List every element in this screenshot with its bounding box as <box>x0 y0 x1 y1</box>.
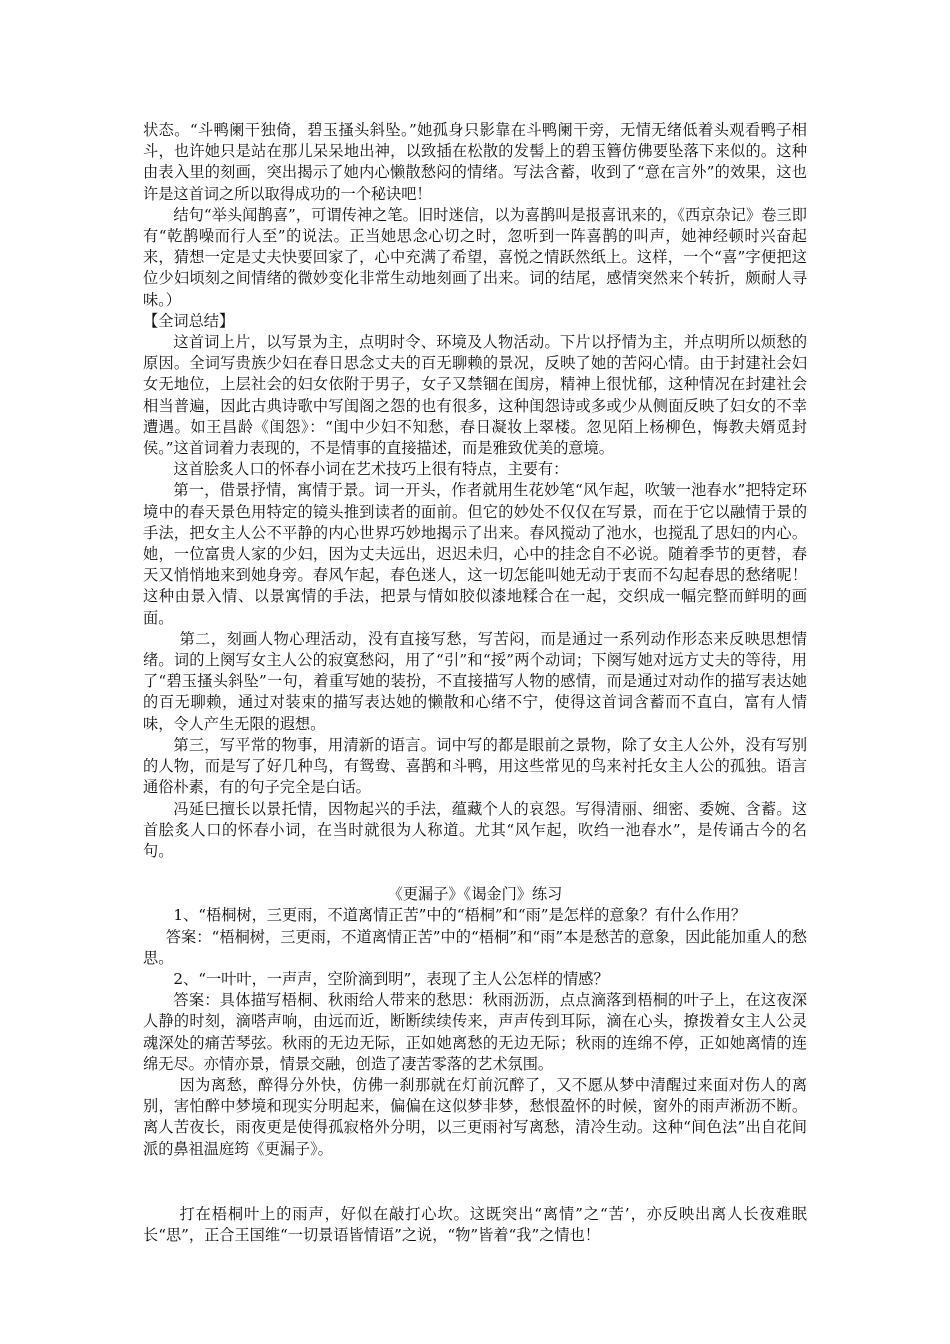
paragraph-author-style: 冯延巳擅长以景托情，因物起兴的手法，蕴藏个人的哀怨。写得清丽、细密、委婉、含蓄。这首脍炙人口的怀春小词，在当时就很为人称道。尤其“风乍起，吹绉一池春水”，是传诵古今的名句。 <box>143 799 807 860</box>
paragraph-ending-analysis: 结句“举头闻鹊喜”，可谓传神之笔。旧时迷信，以为喜鹊叫是报喜讯来的，《西京杂记》卷三即有“乾鹊噪而行人至”的说法。正当她思念心切之时，忽听到一阵喜鹊的叫声，她神经顿时兴奋起来，猜想一定是丈夫快要回家了，心中充满了希望，喜悦之情跃然纸上。这样，一个“喜”字便把这位少妇顷刻之间情绪的微妙变化非常生动地刻画了出来。词的结尾，感情突然来个转折，颇耐人寻味。） <box>143 205 807 309</box>
closing-paragraph: 打在梧桐叶上的雨声，好似在敲打心坎。这既突出“离情”之“苦’，亦反映出离人长夜难眠长“思”，正合王国维“一切景语皆情语”之说，“物”皆着“我”之情也！ <box>143 1204 807 1244</box>
paragraph-feature-two: 第二，刻画人物心理活动，没有直接写愁，写苦闷，而是通过一系列动作形态来反映思想情绪。词的上阕写女主人公的寂寞愁闷，用了“引”和“挼”两个动词；下阕写她对远方丈夫的等待，用了“碧玉搔头斜坠”一句，着重写她的装扮，不直接描写人物的感情，而是通过对动作的描写表达她的百无聊赖，通过对装束的描写表达她的懒散和心绪不宁，使得这首词含蓄而不直白，富有人情味，令人产生无限的遐想。 <box>143 629 807 733</box>
spacer <box>143 862 807 884</box>
question-two: 2、“一叶叶，一声声，空阶滴到明”，表现了主人公怎样的情感？ <box>173 969 609 988</box>
exercise-title: 《更漏子》《谒金门》练习 <box>387 885 563 904</box>
answer-one: 答案：“梧桐树，三更雨，不道离情正苦”中的“梧桐”和“雨”本是愁苦的意象，因此能加重人的愁思。 <box>143 927 807 967</box>
spacer <box>143 1160 807 1204</box>
paragraph-feature-three: 第三，写平常的物事，用清新的语言。词中写的都是眼前之景物，除了女主人公外，没有写别的人物，而是写了好几种鸟，有鸳鸯、喜鹊和斗鸭，用这些常见的鸟来衬托女主人公的孤独。语言通俗朴素，有的句子完全是白话。 <box>143 735 807 797</box>
question-one: 1、“梧桐树，三更雨，不道离情正苦”中的“梧桐”和“雨”是怎样的意象？有什么作用？ <box>173 906 747 925</box>
answer-two: 答案：具体描写梧桐、秋雨给人带来的愁思：秋雨沥沥，点点滴落到梧桐的叶子上，在这夜深人静的时刻，滴嗒声响，由远而近，断断续续传来，声声传到耳际，滴在心头，撩拨着女主人公灵魂深处的痛苦琴弦。秋雨的无边无际，正如她离愁的无边无际；秋雨的连绵不停，正如她离情的连绵无尽。亦情亦景，情景交融，创造了凄苦零落的艺术氛围。 <box>143 991 807 1073</box>
paragraph-feature-one: 第一，借景抒情，寓情于景。词一开头，作者就用生花妙笔“风乍起，吹皱一池春水”把特定环境中的春天景色用特定的镜头推到读者的面前。但它的妙处不仅仅在写景，而在于它以融情于景的手法，把女主人公不平静的内心世界巧妙地揭示了出来。春风搅动了池水，也搅乱了思妇的内心。她，一位富贵人家的少妇，因为丈夫远出，迟迟未归，心中的挂念自不必说。随着季节的更替，春天又悄悄地来到她身旁。春风乍起，春色迷人，这一切怎能叫她无动于衷而不勾起春思的愁绪呢！这种由景入情、以景寓情的手法，把景与情如胶似漆地糅合在一起，交织成一幅完整而鲜明的画面。 <box>143 481 807 627</box>
paragraph-summary: 这首词上片，以写景为主，点明时令、环境及人物活动。下片以抒情为主，并点明所以烦愁的原因。全词写贵族少妇在春日思念丈夫的百无聊赖的景况，反映了她的苦闷心情。由于封建社会妇女无地位，上层社会的妇女依附于男子，女子又禁锢在闺房，精神上很忧郁，这种情况在封建社会相当普遍，因此古典诗歌中写闺阁之怨的也有很多，这种闺怨诗或多或少从侧面反映了妇女的不幸遭遇。如王昌龄《闺怨》：“闺中少妇不知愁，春日凝妆上翠楼。忽见陌上杨柳色，悔教夫婿觅封侯。”这首词着力表现的，不是情事的直接描述，而是雅致优美的意境。 <box>143 333 807 458</box>
summary-heading: 【全词总结】 <box>143 311 235 330</box>
document-body <box>143 120 807 1246</box>
paragraph-features-intro: 这首脍炙人口的怀春小词在艺术技巧上很有特点，主要有： <box>173 460 569 479</box>
answer-two-continued: 因为离愁，醉得分外快，仿佛一刹那就在灯前沉醉了，又不愿从梦中清醒过来面对伤人的离别，害怕醉中梦境和现实分明起来，偏偏在这似梦非梦，愁恨盈怀的时候，窗外的雨声淅沥不断。离人苦夜长，雨夜更是使得孤寂格外分明，以三更雨衬写离愁，清冷生动。这种“间色法”出自花间派的鼻祖温庭筠《更漏子》。 <box>143 1075 807 1158</box>
paragraph-analysis-continued: 状态。“斗鸭阑干独倚，碧玉搔头斜坠。”她孤身只影靠在斗鸭阑干旁，无情无绪低着头观看鸭子相斗，也许她只是站在那儿呆呆地出神，以致插在松散的发髻上的碧玉簪仿佛要坠落下来似的。这种由表入里的刻画，突出揭示了她内心懒散愁闷的情绪。写法含蓄，收到了“意在言外”的效果，这也许是这首词之所以取得成功的一个秘诀吧！ <box>143 121 807 203</box>
